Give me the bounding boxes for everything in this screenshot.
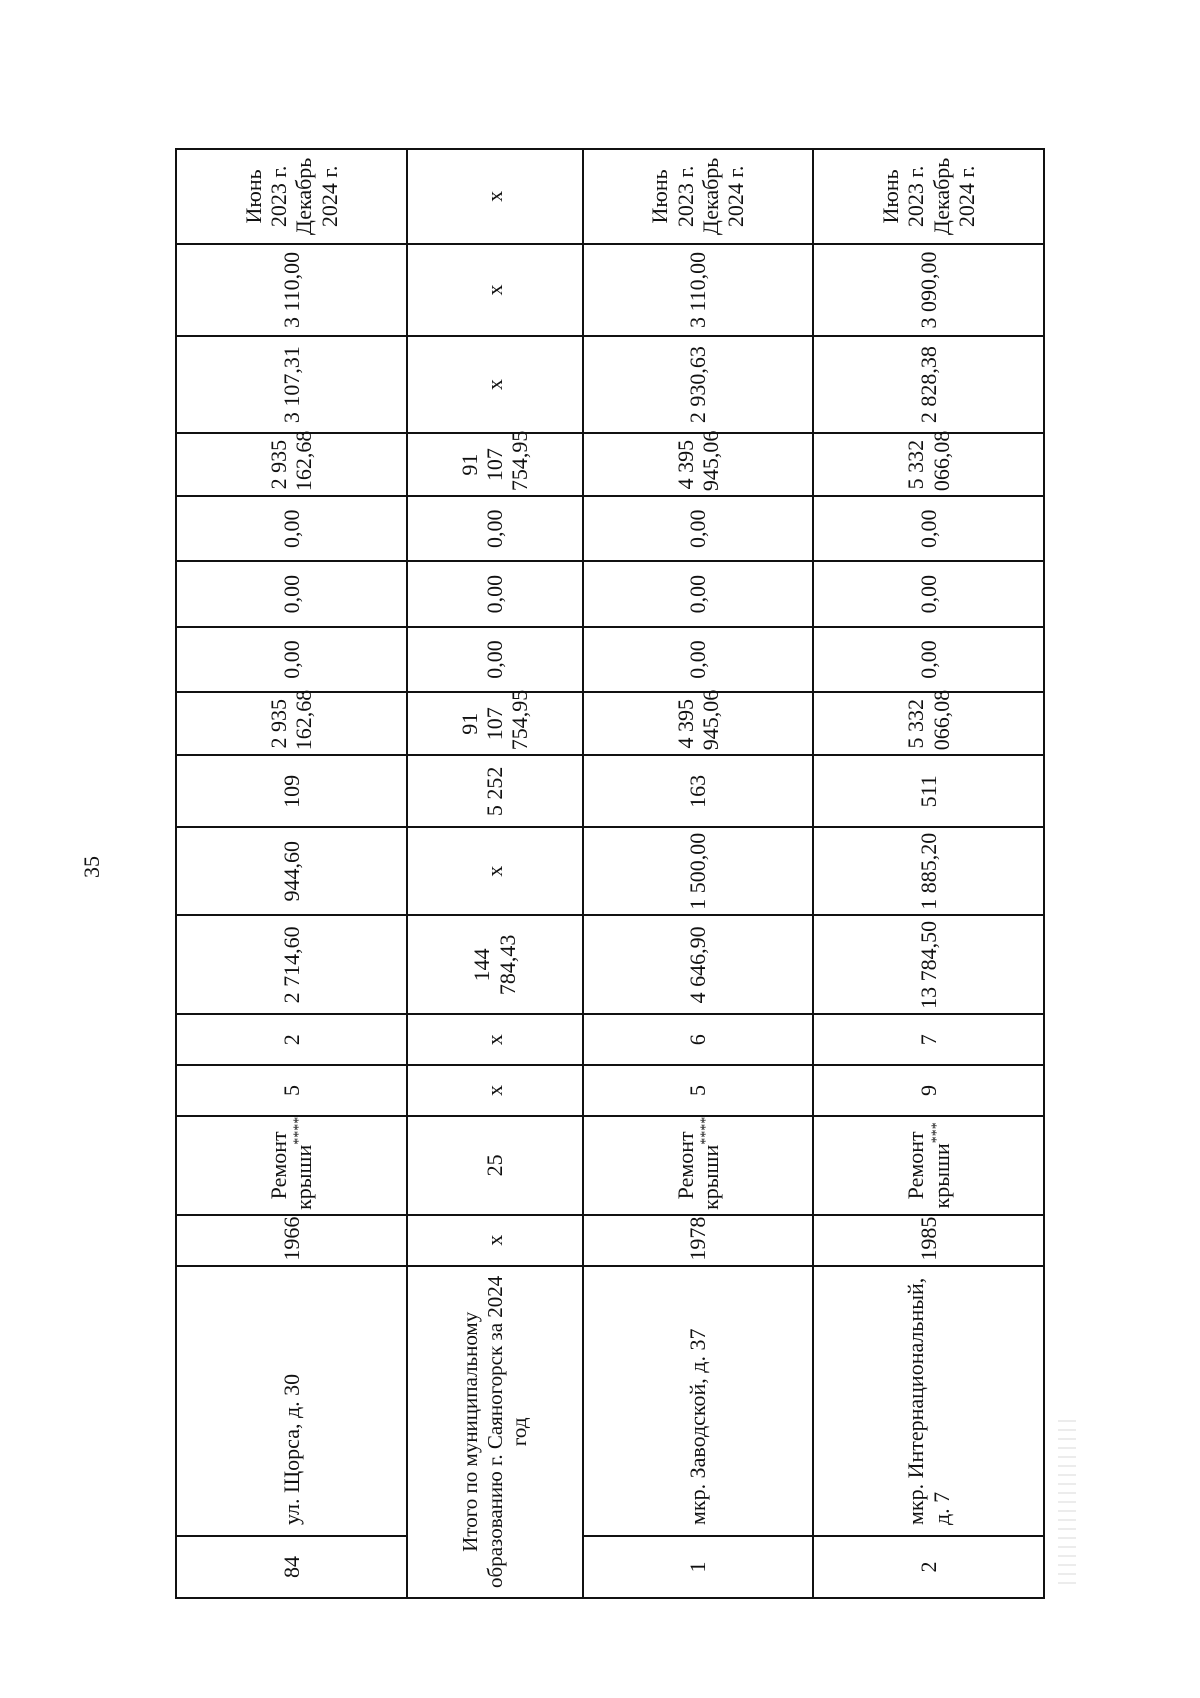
footnote-mark: ****: [291, 1116, 307, 1145]
living-area-cell: 1 500,00: [583, 827, 814, 915]
capital-repair-table: [175, 148, 1045, 1599]
specific-cost-cell: 3 107,31: [176, 336, 407, 433]
table-container: [175, 148, 1045, 1599]
total-label-cell: Итого по муниципальному образованию г. Саяногорск за 2024 год: [407, 1266, 583, 1598]
cost-municipal-cell: 0,00: [583, 496, 814, 561]
floors-cell: 5: [176, 1065, 407, 1116]
entrances-cell: 2: [176, 1014, 407, 1065]
total-area-cell: 144 784,43: [407, 915, 583, 1014]
cost-fund-cell: 0,00: [583, 627, 814, 692]
total-area-cell: 13 784,50: [813, 915, 1044, 1014]
row-number: 84: [176, 1536, 407, 1598]
residents-cell: 5 252: [407, 755, 583, 827]
period-start: Июнь 2023 г.: [240, 165, 291, 228]
entrances-cell: 6: [583, 1014, 814, 1065]
cost-municipal-cell: 0,00: [813, 496, 1044, 561]
period-cell: [176, 149, 407, 244]
living-area-cell: 944,60: [176, 827, 407, 915]
period-cell: [813, 149, 1044, 244]
cost-owners-cell: 5 332 066,08: [813, 433, 1044, 496]
work-type-text: Ремонт крыши: [903, 1131, 954, 1209]
rotated-table-layer: [175, 148, 1045, 1599]
table-row-total: [407, 149, 583, 1598]
cost-total-cell: 91 107 754,95: [407, 692, 583, 755]
floors-cell: х: [407, 1065, 583, 1116]
residents-cell: 163: [583, 755, 814, 827]
period-cell: [583, 149, 814, 244]
row-number: 2: [813, 1536, 1044, 1598]
table-row: [176, 149, 407, 1598]
max-cost-cell: 3 110,00: [176, 244, 407, 336]
living-area-cell: х: [407, 827, 583, 915]
total-area-cell: 2 714,60: [176, 915, 407, 1014]
specific-cost-cell: 2 828,38: [813, 336, 1044, 433]
residents-cell: 109: [176, 755, 407, 827]
year-cell: 1978: [583, 1215, 814, 1266]
year-cell: 1985: [813, 1215, 1044, 1266]
total-area-cell: 4 646,90: [583, 915, 814, 1014]
specific-cost-cell: х: [407, 336, 583, 433]
footnote-mark: ***: [929, 1122, 945, 1144]
cost-fund-cell: 0,00: [813, 627, 1044, 692]
cost-total-cell: 5 332 066,08: [813, 692, 1044, 755]
cost-regional-cell: 0,00: [407, 561, 583, 626]
floors-cell: 9: [813, 1065, 1044, 1116]
max-cost-cell: х: [407, 244, 583, 336]
page-number: 35: [79, 856, 104, 878]
cost-regional-cell: 0,00: [813, 561, 1044, 626]
entrances-cell: х: [407, 1014, 583, 1065]
table-row: [813, 149, 1044, 1598]
cost-owners-cell: 2 935 162,68: [176, 433, 407, 496]
floors-cell: 5: [583, 1065, 814, 1116]
footnote-mark: ****: [698, 1116, 714, 1145]
living-area-cell: 1 885,20: [813, 827, 1044, 915]
entrances-cell: 7: [813, 1014, 1044, 1065]
work-type-text: Ремонт крыши: [672, 1131, 724, 1210]
cost-owners-cell: 91 107 754,95: [407, 433, 583, 496]
period-end: Декабрь 2024 г.: [698, 157, 749, 236]
address-cell: ул. Щорса, д. 30: [176, 1266, 407, 1536]
work-type-text: Ремонт крыши: [266, 1131, 317, 1210]
cost-total-cell: 2 935 162,68: [176, 692, 407, 755]
address-cell: мкр. Заводской, д. 37: [583, 1266, 814, 1536]
scan-artifact: [1058, 1420, 1076, 1590]
cost-municipal-cell: 0,00: [407, 496, 583, 561]
period-start: Июнь 2023 г.: [647, 165, 698, 228]
work-type-cell: [176, 1116, 407, 1215]
cost-fund-cell: 0,00: [176, 627, 407, 692]
max-cost-cell: 3 110,00: [583, 244, 814, 336]
period-end: Декабрь 2024 г.: [291, 157, 342, 236]
year-cell: 1966: [176, 1215, 407, 1266]
cost-total-cell: 4 395 945,06: [583, 692, 814, 755]
cost-owners-cell: 4 395 945,06: [583, 433, 814, 496]
work-type-cell: [813, 1116, 1044, 1215]
max-cost-cell: 3 090,00: [813, 244, 1044, 336]
period-end: Декабрь 2024 г.: [928, 157, 979, 236]
residents-cell: 511: [813, 755, 1044, 827]
cost-fund-cell: 0,00: [407, 627, 583, 692]
period-start: Июнь 2023 г.: [878, 165, 929, 228]
specific-cost-cell: 2 930,63: [583, 336, 814, 433]
work-type-cell: [583, 1116, 814, 1215]
period-cell: х: [407, 149, 583, 244]
cost-municipal-cell: 0,00: [176, 496, 407, 561]
row-number: 1: [583, 1536, 814, 1598]
address-cell: мкр. Интернациональный, д. 7: [813, 1266, 1044, 1536]
cost-regional-cell: 0,00: [176, 561, 407, 626]
table-row: [583, 149, 814, 1598]
year-cell: х: [407, 1215, 583, 1266]
work-count-cell: 25: [407, 1116, 583, 1215]
cost-regional-cell: 0,00: [583, 561, 814, 626]
